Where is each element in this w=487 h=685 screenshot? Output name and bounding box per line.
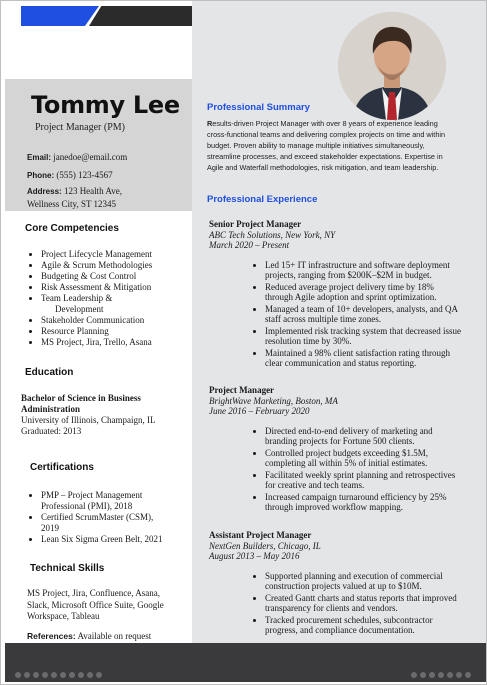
certifications-heading: Certifications <box>30 462 94 473</box>
profile-photo <box>338 12 446 120</box>
list-item: • Controlled project budgets exceeding $1.5M, completing all within 5% of initial estimates. <box>265 448 464 469</box>
list-item: • Certified ScrumMaster (CSM), 2019 <box>41 512 169 534</box>
portrait-image <box>338 12 446 120</box>
list-item: • Increased campaign turnaround efficiency by 25% through improved workflow mapping. <box>265 492 464 513</box>
left-top-white <box>5 26 192 79</box>
candidate-name: Tommy Lee <box>31 91 180 119</box>
job-bullets <box>209 260 474 369</box>
address-line1: 123 Health Ave, <box>63 186 123 196</box>
list-item: • Created Gantt charts and status reports that improved transparency for clients and vendors. <box>265 593 464 614</box>
list-item: • Reduced average project delivery time by 18% through Agile adoption and sprint optimization. <box>265 282 464 303</box>
summary-first-letter: R <box>207 119 213 128</box>
email-value: janedoe@email.com <box>53 152 128 162</box>
job-entry <box>209 219 474 370</box>
job-dates: March 2020 – Present <box>209 240 290 250</box>
graduation-year: Graduated: 2013 <box>21 426 82 436</box>
job-dates: August 2013 – May 2016 <box>209 551 300 561</box>
list-item: • Facilitated weekly sprint planning and retrospectives for creative and tech teams. <box>265 470 464 491</box>
professional-experience-heading: Professional Experience <box>207 194 318 205</box>
school: University of Illinois, Champaign, IL <box>21 415 156 425</box>
list-item: • Implemented risk tracking system that decreased issue resolution time by 30%. <box>265 326 464 347</box>
job-company: ABC Tech Solutions, New York, NY <box>209 229 336 240</box>
list-item: • Risk Assessment & Mitigation <box>41 282 189 293</box>
education-entry <box>21 393 181 437</box>
core-competencies-heading: Core Competencies <box>25 223 119 234</box>
phone-label: Phone: <box>27 171 55 180</box>
address-label: Address: <box>27 187 62 196</box>
job-company: NextGen Builders, Chicago, IL <box>209 540 321 551</box>
email-label: Email: <box>27 153 52 162</box>
list-item: • PMP – Project Management Professional (PMI), 2018 <box>41 490 169 512</box>
job-bullets <box>209 571 474 636</box>
list-item: • Resource Planning <box>41 326 189 337</box>
footer-dots-left <box>15 670 102 680</box>
job-title: Project Manager <box>209 385 275 395</box>
references-label: References: <box>27 631 76 641</box>
list-item: • Project Lifecycle Management <box>41 249 189 260</box>
contact-address <box>27 185 177 210</box>
job-title: Assistant Project Manager <box>209 530 312 540</box>
competencies-list <box>29 249 189 348</box>
list-item: • Led 15+ IT infrastructure and software deployment projects, ranging from $200K–$2M in budget. <box>265 260 464 281</box>
candidate-title: Project Manager (PM) <box>35 122 125 133</box>
list-item: • Maintained a 98% client satisfaction rating through clear communication and status reporting. <box>265 348 464 369</box>
summary-body: esults-driven Project Manager with over 8 years of experience leading cross-functional teams and delivering complex projects on time and within budget. Proven ability to manage multiple initiatives simultaneously, streamline processes, and exceed stakeholder expectations. Expertise in Agile and Waterfall methodologies, risk mitigation, and team leadership. <box>207 119 446 172</box>
list-item: • Lean Six Sigma Green Belt, 2021 <box>41 534 169 545</box>
education-heading: Education <box>25 367 74 378</box>
professional-summary-heading: Professional Summary <box>207 102 310 113</box>
technical-skills-text: MS Project, Jira, Confluence, Asana, Slack, Microsoft Office Suite, Google Workspace, Tableau <box>27 588 164 621</box>
list-item: • Directed end-to-end delivery of marketing and branding projects for Fortune 500 clients. <box>265 426 464 447</box>
list-item: • Supported planning and execution of commercial construction projects valued at up to $10M. <box>265 571 464 592</box>
list-item: • Tracked procurement schedules, subcontractor progress, and compliance documentation. <box>265 615 464 636</box>
list-item: • Managed a team of 10+ developers, analysts, and QA staff across multiple time zones. <box>265 304 464 325</box>
degree: Bachelor of Science in Business Administration <box>21 393 141 414</box>
technical-skills-heading: Technical Skills <box>30 563 105 574</box>
list-item: • Stakeholder Communication <box>41 315 189 326</box>
contact-phone <box>27 169 113 182</box>
list-item: • MS Project, Jira, Trello, Asana <box>41 337 189 348</box>
references-text: Available on request <box>77 631 152 641</box>
certifications-list <box>29 490 169 545</box>
list-item: • Agile & Scrum Methodologies <box>41 260 189 271</box>
job-company: BrightWave Marketing, Boston, MA <box>209 395 338 406</box>
job-dates: June 2016 – February 2020 <box>209 406 310 416</box>
phone-value: (555) 123-4567 <box>56 170 113 180</box>
footer-dots-right <box>411 670 471 680</box>
job-entry <box>209 385 474 514</box>
list-item <box>41 293 189 315</box>
job-bullets <box>209 426 474 513</box>
address-line2: Wellness City, ST 12345 <box>27 199 117 209</box>
job-title: Senior Project Manager <box>209 219 302 229</box>
professional-summary-text <box>207 118 457 173</box>
list-item: • Budgeting & Cost Control <box>41 271 189 282</box>
list-item-continuation: Development <box>55 304 104 314</box>
job-entry <box>209 530 474 637</box>
contact-email <box>27 151 127 164</box>
references <box>27 631 151 641</box>
list-item-text: Team Leadership & <box>41 293 113 303</box>
